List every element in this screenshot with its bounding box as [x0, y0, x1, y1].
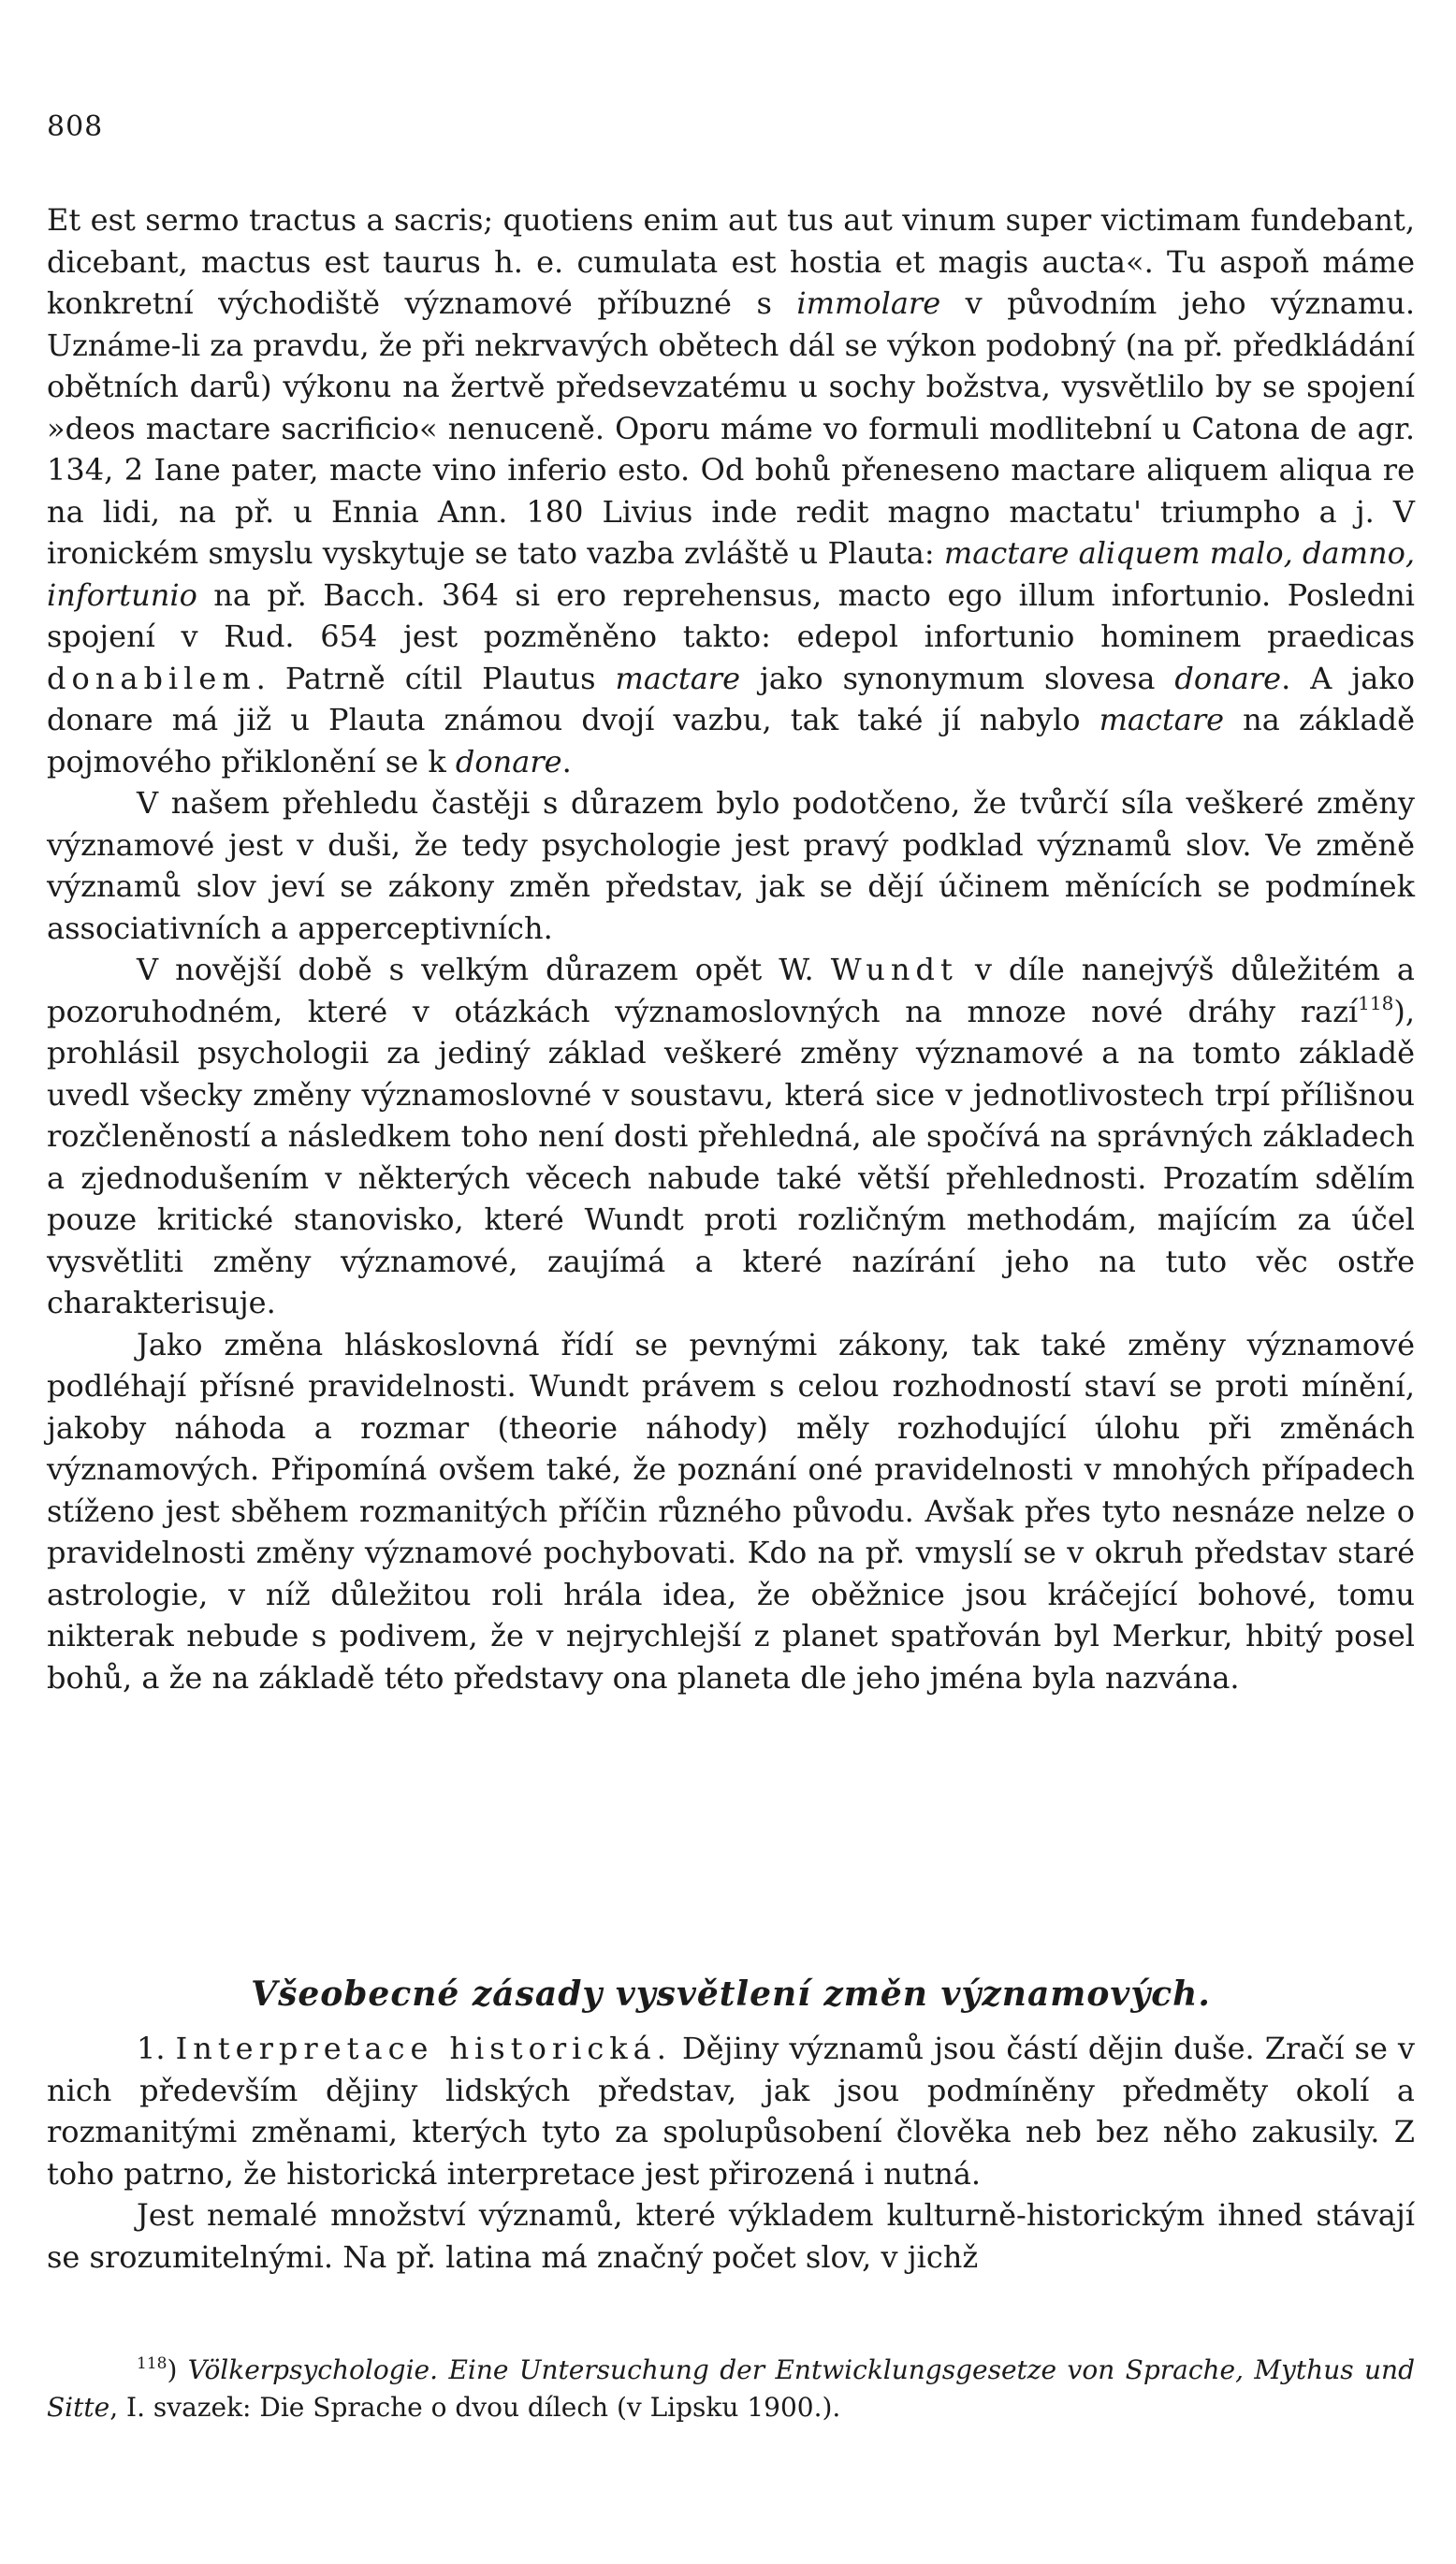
- section-heading: Všeobecné zásady vysvětlení změn významových.: [251, 1974, 1211, 2014]
- section-text: [47, 2028, 1415, 2278]
- italic-term: mactare: [1099, 702, 1225, 737]
- footnote-rest: , I. svazek: Die Sprache o dvou dílech (v Lipsku 1900.).: [109, 2392, 841, 2423]
- text-run: Dějiny významů jsou částí dějin duše. Zračí se v nich především dějiny lidských představ, jak jsou podmíněny předměty okolí a rozmanitými změnami, kterých tyto za spolupůsobení člověka neb bez něho zakusily. Z toho patrno, že historická interpretace jest přirozená i nutná.: [47, 2031, 1416, 2192]
- text-run: ), prohlásil psychologii za jediný základ veškeré změny významové a na tomto základě uvedl všecky změny významoslovné v soustavu, která sice v jednotlivostech trpí přílišnou rozčleněností a následkem toho není dosti přehledná, ale spočívá na správných základech a zjednodušením v některých věcech nabude také větší přehlednosti. Prozatím sdělím pouze kritické stanovisko, které Wundt proti rozličným methodám, majícím za účel vysvětliti změny významové, zaujímá a které nazírání jeho na tuto věc ostře charakterisuje.: [47, 993, 1415, 1320]
- spaced-term: donabilem: [47, 660, 256, 696]
- footnote: [47, 2352, 1415, 2426]
- footnote-mark: 118: [137, 2354, 167, 2373]
- paragraph-interpretation: [47, 2028, 1415, 2194]
- text-run: na př. Bacch. 364 si ero reprehensus, macto ego illum infortunio. Posledni spojení v Rud. 654 jest pozměněno takto: edepol infortunio hominem praedicas: [47, 576, 1415, 654]
- text-run: jako synonymum slovesa: [740, 660, 1175, 696]
- footnote-reference[interactable]: 118: [1358, 991, 1394, 1014]
- text-run: v původním jeho významu. Uznáme-li za pravdu, že při nekrvavých obětech dál se výkon podobný (na př. předkládání obětních darů) výkonu na žertvě předsevzatému u sochy božstva, vysvětlilo by se spojení »deos mactare sacrificio« nenuceně. Oporu máme vo formuli modlitební u Catona de agr. 134, 2 Iane pater, macte vino inferio esto. Od bohů přeneseno mactare aliquem aliqua re na lidi, na př. u Ennia Ann. 180 Livius inde redit magno mactatu' triumpho a j. V ironickém smyslu vyskytuje se tato vazba zvláště u Plauta:: [47, 285, 1416, 571]
- text-run: na základě pojmového přiklonění se k: [47, 702, 1415, 779]
- text-run: . A jako donare má již u Plauta známou dvojí vazbu, tak také jí nabylo: [47, 660, 1416, 737]
- paragraph-wundt: [47, 949, 1415, 1324]
- italic-term: donare: [455, 743, 562, 779]
- text-run: v díle nanejvýš důležitém a pozoruhodném, které v otázkách významoslovných na mnoze nové dráhy razí: [47, 952, 1416, 1029]
- text-run: V novější době s velkým důrazem opět W.: [137, 952, 831, 987]
- text-run: Et est sermo tractus a sacris; quotiens enim aut tus aut vinum super victimam fundebant, dicebant, mactus est taurus h. e. cumulata est hostia et magis aucta«. Tu aspoň máme konkretní východiště významové příbuzné s: [47, 202, 1415, 321]
- page-number: 808: [47, 110, 104, 143]
- section-number: 1.: [137, 2031, 176, 2066]
- spaced-term: Interpretace historická.: [175, 2031, 672, 2066]
- italic-term: mactare aliquem malo, damno, infortunio: [47, 535, 1416, 613]
- footnote-text: [47, 2352, 1415, 2426]
- spaced-term: Wundt: [830, 952, 958, 987]
- italic-term: donare: [1174, 660, 1282, 696]
- text-run: .: [561, 743, 572, 779]
- italic-term: mactare: [615, 660, 741, 696]
- paragraph-sacrifice: [47, 199, 1415, 782]
- footnote-book-title: Völkerpsychologie. Eine Untersuchung der Entwicklungsgesetze von Sprache, Mythus und Sitte: [47, 2354, 1415, 2423]
- text-run: . Patrně cítil Plautus: [255, 660, 616, 696]
- paragraph-psychology: V našem přehledu častěji s důrazem bylo podotčeno, že tvůrčí síla veškeré změny významové jest v duši, že tedy psychologie jest pravý podklad významů slov. Ve změně významů slov jeví se zákony změn představ, jak se dějí účinem měnících se podmínek associativních a apperceptivních.: [47, 785, 1415, 946]
- paragraph-cultural-history: Jest nemalé množství významů, které výkladem kulturně-historickým ihned stávají se srozumitelnými. Na př. latina má značný počet slov, v jichž: [47, 2197, 1415, 2275]
- paragraph-regularity: Jako změna hláskoslovná řídí se pevnými zákony, tak také změny významové podléhají přísné pravidelnosti. Wundt právem s celou rozhodností staví se proti mínění, jakoby náhoda a rozmar (theorie náhody) měly rozhodující úlohu při změnách významových. Připomíná ovšem také, že poznání oné pravidelnosti v mnohých případech stíženo jest sběhem rozmanitých příčin různého původu. Avšak přes tyto nesnáze nelze o pravidelnosti změny významové pochybovati. Kdo na př. vmyslí se v okruh představ staré astrologie, v níž důležitou roli hrála idea, že oběžnice jsou kráčející bohové, tomu nikterak nebude s podivem, že v nejrychlejší z planet spatřován byl Merkur, hbitý posel bohů, a že na základě této představy ona planeta dle jeho jména byla nazvána.: [47, 1326, 1415, 1696]
- footnote-paren: ): [167, 2354, 188, 2385]
- main-text: [47, 199, 1415, 1698]
- italic-term: immolare: [796, 285, 941, 321]
